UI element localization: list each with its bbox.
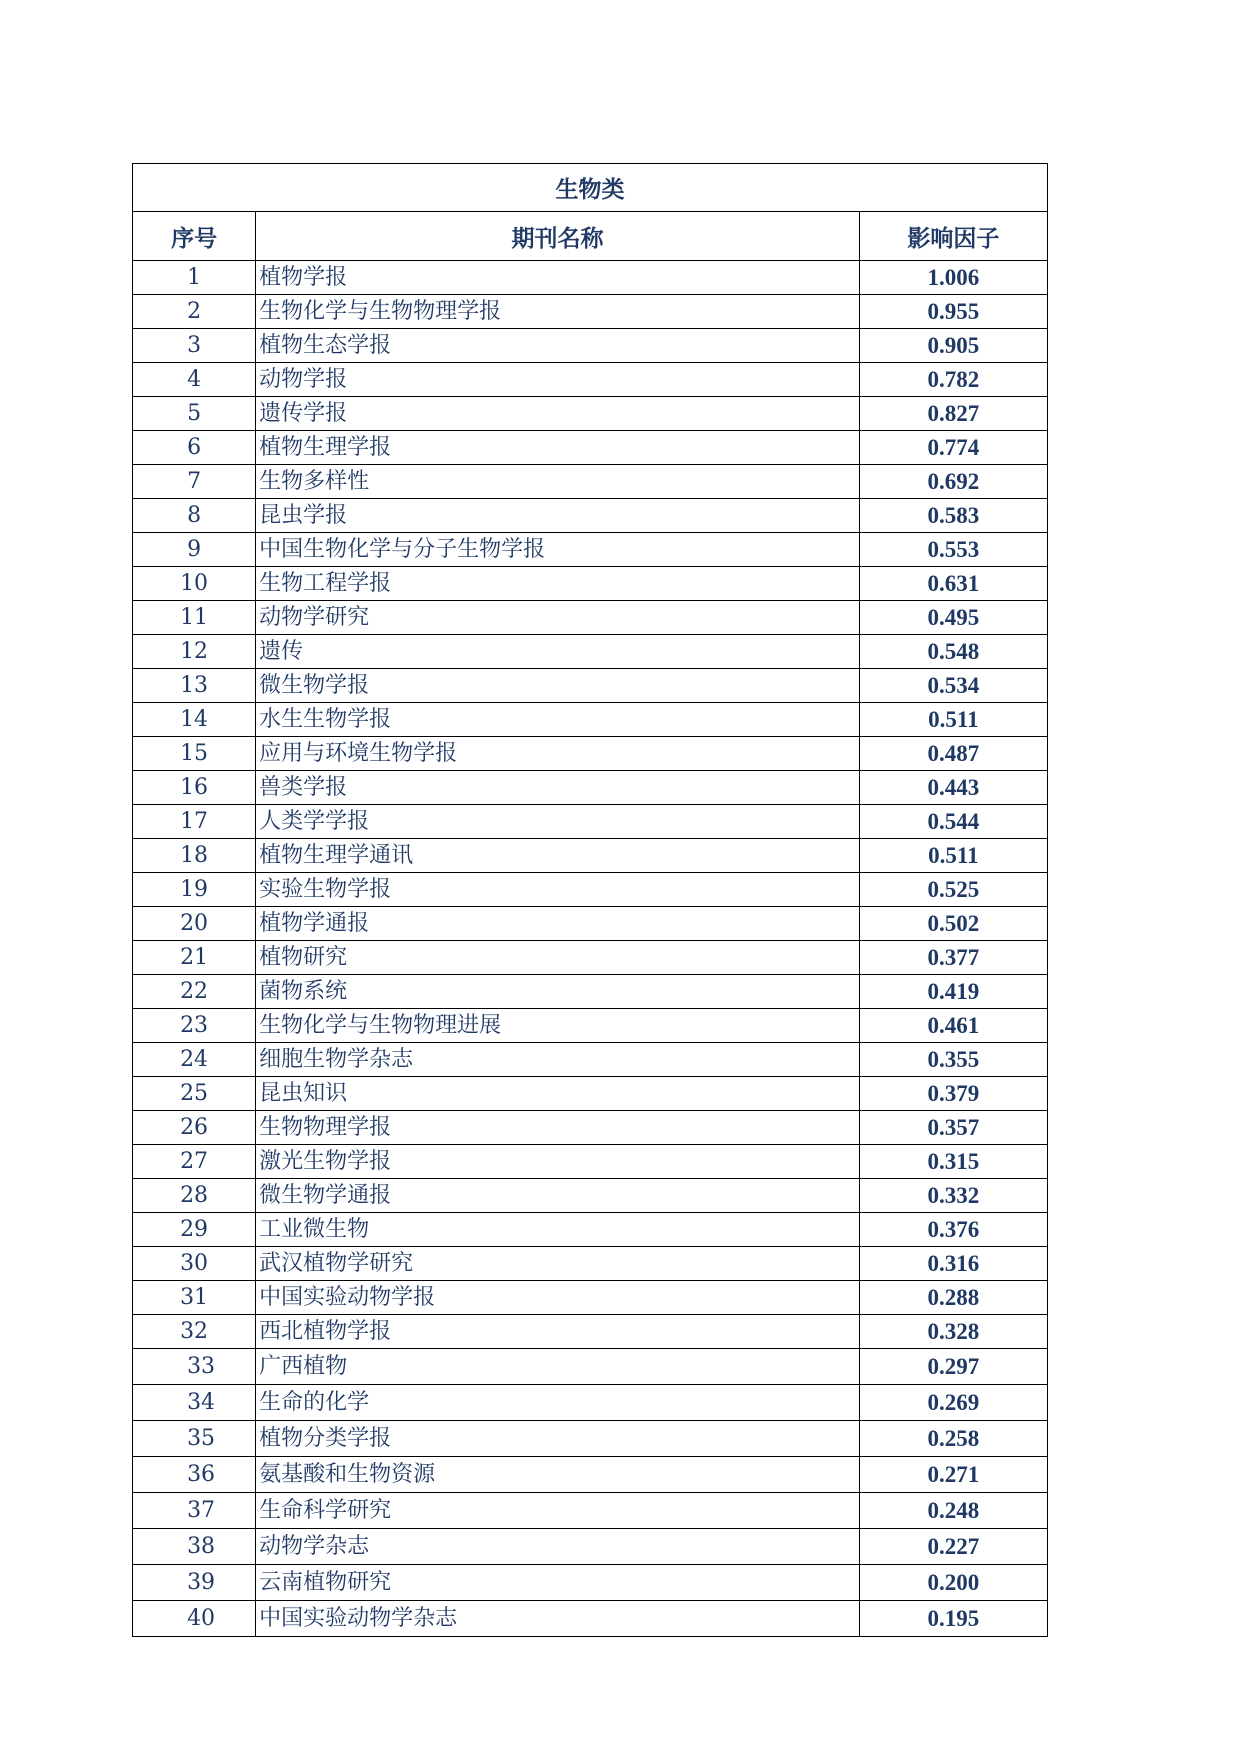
row-impact-factor: 0.553 bbox=[859, 533, 1047, 567]
row-impact-factor: 0.774 bbox=[859, 431, 1047, 465]
row-impact-factor: 0.269 bbox=[859, 1385, 1047, 1421]
row-journal-name: 中国实验动物学报 bbox=[256, 1281, 860, 1315]
row-num: 2 bbox=[133, 295, 256, 329]
row-journal-name: 工业微生物 bbox=[256, 1213, 860, 1247]
row-impact-factor: 0.195 bbox=[859, 1601, 1047, 1637]
row-impact-factor: 0.355 bbox=[859, 1043, 1047, 1077]
row-impact-factor: 0.692 bbox=[859, 465, 1047, 499]
row-impact-factor: 0.461 bbox=[859, 1009, 1047, 1043]
row-num: 17 bbox=[133, 805, 256, 839]
row-num: 29 bbox=[133, 1213, 256, 1247]
row-impact-factor: 0.583 bbox=[859, 499, 1047, 533]
table-row bbox=[133, 567, 1048, 601]
table-row bbox=[133, 295, 1048, 329]
row-journal-name: 西北植物学报 bbox=[256, 1315, 860, 1349]
table-row bbox=[133, 1043, 1048, 1077]
row-journal-name: 植物生态学报 bbox=[256, 329, 860, 363]
table-header-row bbox=[133, 212, 1048, 261]
row-num: 38 bbox=[133, 1529, 256, 1565]
row-impact-factor: 0.419 bbox=[859, 975, 1047, 1009]
row-impact-factor: 0.487 bbox=[859, 737, 1047, 771]
row-num: 10 bbox=[133, 567, 256, 601]
table-row bbox=[133, 1601, 1048, 1637]
table-row bbox=[133, 1349, 1048, 1385]
row-journal-name: 遗传 bbox=[256, 635, 860, 669]
row-num: 40 bbox=[133, 1601, 256, 1637]
row-impact-factor: 0.379 bbox=[859, 1077, 1047, 1111]
row-impact-factor: 0.534 bbox=[859, 669, 1047, 703]
table-row bbox=[133, 329, 1048, 363]
row-journal-name: 植物分类学报 bbox=[256, 1421, 860, 1457]
row-num: 36 bbox=[133, 1457, 256, 1493]
row-impact-factor: 0.502 bbox=[859, 907, 1047, 941]
table-body bbox=[133, 164, 1048, 1637]
row-num: 11 bbox=[133, 601, 256, 635]
table-title-row bbox=[133, 164, 1048, 212]
row-journal-name: 水生生物学报 bbox=[256, 703, 860, 737]
row-num: 31 bbox=[133, 1281, 256, 1315]
table-row bbox=[133, 1213, 1048, 1247]
row-journal-name: 微生物学报 bbox=[256, 669, 860, 703]
row-impact-factor: 0.332 bbox=[859, 1179, 1047, 1213]
row-impact-factor: 0.827 bbox=[859, 397, 1047, 431]
table-row bbox=[133, 1247, 1048, 1281]
row-journal-name: 人类学学报 bbox=[256, 805, 860, 839]
row-num: 28 bbox=[133, 1179, 256, 1213]
row-journal-name: 中国生物化学与分子生物学报 bbox=[256, 533, 860, 567]
row-num: 4 bbox=[133, 363, 256, 397]
row-journal-name: 昆虫知识 bbox=[256, 1077, 860, 1111]
row-impact-factor: 0.376 bbox=[859, 1213, 1047, 1247]
row-num: 9 bbox=[133, 533, 256, 567]
table-row bbox=[133, 1111, 1048, 1145]
table-row bbox=[133, 1565, 1048, 1601]
row-num: 3 bbox=[133, 329, 256, 363]
table-row bbox=[133, 907, 1048, 941]
row-journal-name: 菌物系统 bbox=[256, 975, 860, 1009]
row-journal-name: 生物物理学报 bbox=[256, 1111, 860, 1145]
table-row bbox=[133, 669, 1048, 703]
row-journal-name: 兽类学报 bbox=[256, 771, 860, 805]
row-impact-factor: 0.544 bbox=[859, 805, 1047, 839]
table-row bbox=[133, 601, 1048, 635]
row-impact-factor: 0.443 bbox=[859, 771, 1047, 805]
row-journal-name: 植物研究 bbox=[256, 941, 860, 975]
row-journal-name: 生命的化学 bbox=[256, 1385, 860, 1421]
row-impact-factor: 0.297 bbox=[859, 1349, 1047, 1385]
row-journal-name: 遗传学报 bbox=[256, 397, 860, 431]
table-row bbox=[133, 431, 1048, 465]
row-journal-name: 植物生理学通讯 bbox=[256, 839, 860, 873]
header-name: 期刊名称 bbox=[256, 212, 860, 261]
row-journal-name: 植物学通报 bbox=[256, 907, 860, 941]
table-row bbox=[133, 737, 1048, 771]
table-row bbox=[133, 1385, 1048, 1421]
table-row bbox=[133, 703, 1048, 737]
row-num: 1 bbox=[133, 261, 256, 295]
row-journal-name: 昆虫学报 bbox=[256, 499, 860, 533]
row-impact-factor: 0.631 bbox=[859, 567, 1047, 601]
row-num: 25 bbox=[133, 1077, 256, 1111]
row-num: 8 bbox=[133, 499, 256, 533]
row-num: 12 bbox=[133, 635, 256, 669]
row-journal-name: 生物化学与生物物理学报 bbox=[256, 295, 860, 329]
row-journal-name: 植物学报 bbox=[256, 261, 860, 295]
row-impact-factor: 1.006 bbox=[859, 261, 1047, 295]
row-num: 16 bbox=[133, 771, 256, 805]
row-journal-name: 武汉植物学研究 bbox=[256, 1247, 860, 1281]
row-journal-name: 中国实验动物学杂志 bbox=[256, 1601, 860, 1637]
row-journal-name: 激光生物学报 bbox=[256, 1145, 860, 1179]
row-impact-factor: 0.511 bbox=[859, 839, 1047, 873]
row-num: 7 bbox=[133, 465, 256, 499]
table-row bbox=[133, 1315, 1048, 1349]
row-num: 26 bbox=[133, 1111, 256, 1145]
row-num: 15 bbox=[133, 737, 256, 771]
row-impact-factor: 0.258 bbox=[859, 1421, 1047, 1457]
table-row bbox=[133, 1281, 1048, 1315]
row-num: 19 bbox=[133, 873, 256, 907]
row-num: 18 bbox=[133, 839, 256, 873]
row-num: 37 bbox=[133, 1493, 256, 1529]
row-journal-name: 生物工程学报 bbox=[256, 567, 860, 601]
row-journal-name: 生物化学与生物物理进展 bbox=[256, 1009, 860, 1043]
table-row bbox=[133, 635, 1048, 669]
row-num: 34 bbox=[133, 1385, 256, 1421]
row-journal-name: 实验生物学报 bbox=[256, 873, 860, 907]
row-num: 21 bbox=[133, 941, 256, 975]
row-journal-name: 微生物学通报 bbox=[256, 1179, 860, 1213]
table-row bbox=[133, 873, 1048, 907]
row-journal-name: 生物多样性 bbox=[256, 465, 860, 499]
table-row bbox=[133, 975, 1048, 1009]
row-impact-factor: 0.357 bbox=[859, 1111, 1047, 1145]
row-journal-name: 植物生理学报 bbox=[256, 431, 860, 465]
row-journal-name: 细胞生物学杂志 bbox=[256, 1043, 860, 1077]
table-row bbox=[133, 771, 1048, 805]
row-impact-factor: 0.227 bbox=[859, 1529, 1047, 1565]
row-impact-factor: 0.271 bbox=[859, 1457, 1047, 1493]
row-num: 22 bbox=[133, 975, 256, 1009]
table-row bbox=[133, 1145, 1048, 1179]
row-num: 13 bbox=[133, 669, 256, 703]
row-impact-factor: 0.328 bbox=[859, 1315, 1047, 1349]
table-row bbox=[133, 1077, 1048, 1111]
row-journal-name: 动物学研究 bbox=[256, 601, 860, 635]
table-row bbox=[133, 397, 1048, 431]
row-impact-factor: 0.288 bbox=[859, 1281, 1047, 1315]
row-impact-factor: 0.548 bbox=[859, 635, 1047, 669]
table-row bbox=[133, 1457, 1048, 1493]
journal-impact-table bbox=[132, 163, 1048, 1637]
row-impact-factor: 0.511 bbox=[859, 703, 1047, 737]
header-impact: 影响因子 bbox=[859, 212, 1047, 261]
row-num: 35 bbox=[133, 1421, 256, 1457]
row-impact-factor: 0.316 bbox=[859, 1247, 1047, 1281]
row-impact-factor: 0.955 bbox=[859, 295, 1047, 329]
table-row bbox=[133, 1421, 1048, 1457]
table-row bbox=[133, 1529, 1048, 1565]
table-row bbox=[133, 941, 1048, 975]
row-num: 23 bbox=[133, 1009, 256, 1043]
table-row bbox=[133, 533, 1048, 567]
row-num: 33 bbox=[133, 1349, 256, 1385]
table-row bbox=[133, 261, 1048, 295]
row-num: 14 bbox=[133, 703, 256, 737]
row-journal-name: 生命科学研究 bbox=[256, 1493, 860, 1529]
table-row bbox=[133, 1009, 1048, 1043]
table-title: 生物类 bbox=[133, 164, 1048, 212]
row-journal-name: 动物学杂志 bbox=[256, 1529, 860, 1565]
header-num: 序号 bbox=[133, 212, 256, 261]
row-impact-factor: 0.200 bbox=[859, 1565, 1047, 1601]
row-num: 30 bbox=[133, 1247, 256, 1281]
table-row bbox=[133, 363, 1048, 397]
table-row bbox=[133, 499, 1048, 533]
row-num: 32 bbox=[133, 1315, 256, 1349]
row-impact-factor: 0.782 bbox=[859, 363, 1047, 397]
row-num: 20 bbox=[133, 907, 256, 941]
row-impact-factor: 0.525 bbox=[859, 873, 1047, 907]
table-row bbox=[133, 805, 1048, 839]
row-num: 24 bbox=[133, 1043, 256, 1077]
row-journal-name: 广西植物 bbox=[256, 1349, 860, 1385]
row-impact-factor: 0.248 bbox=[859, 1493, 1047, 1529]
table-row bbox=[133, 839, 1048, 873]
table-row bbox=[133, 1179, 1048, 1213]
row-impact-factor: 0.315 bbox=[859, 1145, 1047, 1179]
row-journal-name: 氨基酸和生物资源 bbox=[256, 1457, 860, 1493]
table-row bbox=[133, 465, 1048, 499]
row-journal-name: 动物学报 bbox=[256, 363, 860, 397]
row-impact-factor: 0.377 bbox=[859, 941, 1047, 975]
row-journal-name: 应用与环境生物学报 bbox=[256, 737, 860, 771]
row-impact-factor: 0.495 bbox=[859, 601, 1047, 635]
row-num: 5 bbox=[133, 397, 256, 431]
table-row bbox=[133, 1493, 1048, 1529]
row-num: 6 bbox=[133, 431, 256, 465]
row-journal-name: 云南植物研究 bbox=[256, 1565, 860, 1601]
row-impact-factor: 0.905 bbox=[859, 329, 1047, 363]
row-num: 27 bbox=[133, 1145, 256, 1179]
row-num: 39 bbox=[133, 1565, 256, 1601]
